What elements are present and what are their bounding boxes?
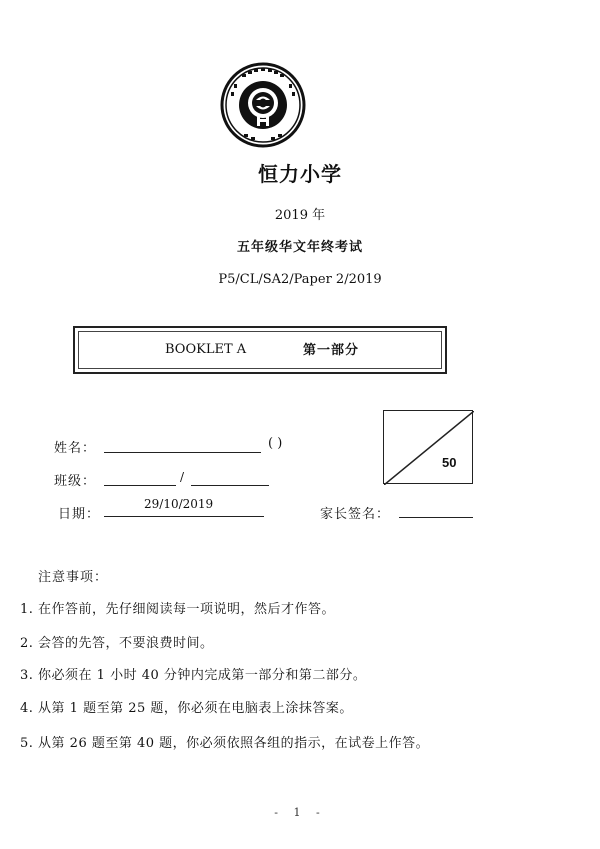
score-diagonal (384, 411, 474, 485)
exam-year: 2019 年 (274, 208, 326, 223)
note-item: 3. 你必须在 1 小时 40 分钟内完成第一部分和第二部分。 (20, 668, 367, 683)
class-number-field[interactable]: ( ) (268, 436, 283, 451)
exam-title: 五年级华文年终考试 (236, 240, 363, 255)
parent-signature-field[interactable] (399, 517, 473, 518)
booklet-label-zh: 第一部分 (303, 343, 360, 358)
date-value: 29/10/2019 (144, 497, 214, 511)
school-name: 恒力小学 (258, 162, 342, 186)
class-slash: / (180, 470, 185, 484)
score-total: 50 (442, 455, 457, 470)
paper-code: P5/CL/SA2/Paper 2/2019 (218, 272, 382, 287)
note-item: 4. 从第 1 题至第 25 题，你必须在电脑表上涂抹答案。 (20, 701, 353, 716)
score-box (383, 410, 473, 484)
booklet-box (73, 326, 447, 374)
date-label: 日期： (58, 507, 101, 522)
note-item: 2. 会答的先答，不要浪费时间。 (20, 636, 214, 651)
page-number: - 1 - (274, 806, 326, 819)
class-label: 班级： (54, 474, 97, 489)
date-field[interactable] (104, 516, 264, 517)
note-item: 5. 从第 26 题至第 40 题，你必须依照各组的指示，在试卷上作答。 (20, 736, 430, 751)
name-label: 姓名： (54, 441, 97, 456)
booklet-label-en: BOOKLET A (165, 342, 247, 357)
class-field-2[interactable] (191, 485, 269, 486)
school-crest-icon (220, 62, 306, 148)
name-field[interactable] (104, 452, 261, 453)
class-field[interactable] (104, 485, 176, 486)
notes-title: 注意事项： (38, 570, 109, 585)
parent-signature-label: 家长签名： (320, 507, 391, 522)
note-item: 1. 在作答前，先仔细阅读每一项说明，然后才作答。 (20, 602, 336, 617)
